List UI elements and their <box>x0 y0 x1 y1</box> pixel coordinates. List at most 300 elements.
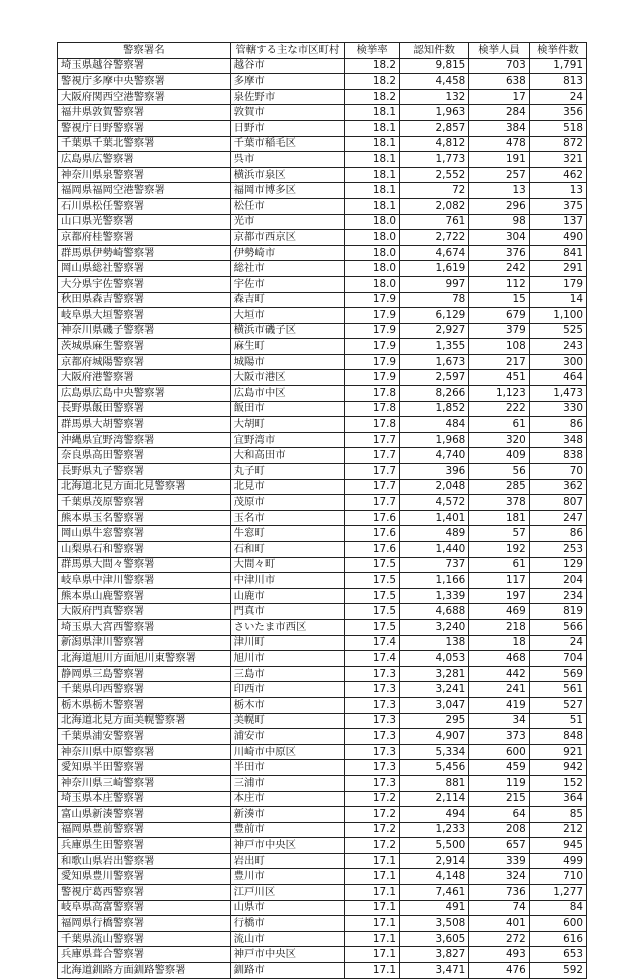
police-station-table <box>57 42 587 979</box>
cell-municipality: 呉市 <box>230 152 344 168</box>
cell-cleared-cases: 356 <box>529 105 586 121</box>
cell-recognized-cases: 1,233 <box>400 822 469 838</box>
cell-cleared-cases: 291 <box>529 261 586 277</box>
cell-station-name: 長野県飯田警察署 <box>58 401 231 417</box>
cell-recognized-cases: 396 <box>400 464 469 480</box>
cell-recognized-cases: 881 <box>400 775 469 791</box>
table-row <box>58 666 587 682</box>
cell-cleared-cases: 243 <box>529 339 586 355</box>
cell-station-name: 神奈川県中原警察署 <box>58 744 231 760</box>
cell-station-name: 愛知県豊川警察署 <box>58 869 231 885</box>
cell-municipality: 大垣市 <box>230 308 344 324</box>
table-row <box>58 900 587 916</box>
cell-station-name: 福岡県福岡空港警察署 <box>58 183 231 199</box>
cell-municipality: 行橋市 <box>230 916 344 932</box>
cell-station-name: 京都府桂警察署 <box>58 230 231 246</box>
cell-cleared-cases: 841 <box>529 245 586 261</box>
cell-clearance-rate: 18.1 <box>345 105 400 121</box>
cell-cleared-cases: 1,791 <box>529 58 586 74</box>
cell-arrested-persons: 181 <box>469 510 529 526</box>
cell-station-name: 大阪府門真警察署 <box>58 604 231 620</box>
cell-station-name: 北海道北見方面美幌警察署 <box>58 713 231 729</box>
cell-recognized-cases: 3,281 <box>400 666 469 682</box>
cell-clearance-rate: 17.1 <box>345 885 400 901</box>
cell-cleared-cases: 321 <box>529 152 586 168</box>
cell-cleared-cases: 872 <box>529 136 586 152</box>
cell-arrested-persons: 442 <box>469 666 529 682</box>
cell-arrested-persons: 64 <box>469 807 529 823</box>
cell-arrested-persons: 242 <box>469 261 529 277</box>
cell-arrested-persons: 451 <box>469 370 529 386</box>
cell-municipality: 松任市 <box>230 198 344 214</box>
cell-recognized-cases: 5,456 <box>400 760 469 776</box>
cell-arrested-persons: 17 <box>469 89 529 105</box>
cell-station-name: 大分県宇佐警察署 <box>58 276 231 292</box>
cell-arrested-persons: 74 <box>469 900 529 916</box>
cell-arrested-persons: 320 <box>469 432 529 448</box>
cell-cleared-cases: 24 <box>529 635 586 651</box>
table-row <box>58 276 587 292</box>
cell-municipality: 広島市中区 <box>230 386 344 402</box>
cell-recognized-cases: 491 <box>400 900 469 916</box>
cell-station-name: 千葉県印西警察署 <box>58 682 231 698</box>
table-row <box>58 807 587 823</box>
cell-recognized-cases: 1,773 <box>400 152 469 168</box>
cell-clearance-rate: 17.3 <box>345 697 400 713</box>
cell-station-name: 熊本県玉名警察署 <box>58 510 231 526</box>
cell-clearance-rate: 17.5 <box>345 588 400 604</box>
cell-municipality: 光市 <box>230 214 344 230</box>
cell-station-name: 岐阜県高富警察署 <box>58 900 231 916</box>
cell-arrested-persons: 296 <box>469 198 529 214</box>
table-row <box>58 838 587 854</box>
cell-station-name: 警視庁葛西警察署 <box>58 885 231 901</box>
cell-arrested-persons: 459 <box>469 760 529 776</box>
cell-recognized-cases: 6,129 <box>400 308 469 324</box>
cell-municipality: 京都市西京区 <box>230 230 344 246</box>
cell-clearance-rate: 18.0 <box>345 245 400 261</box>
cell-station-name: 長野県丸子警察署 <box>58 464 231 480</box>
cell-cleared-cases: 212 <box>529 822 586 838</box>
cell-arrested-persons: 117 <box>469 573 529 589</box>
table-row <box>58 105 587 121</box>
cell-arrested-persons: 56 <box>469 464 529 480</box>
cell-clearance-rate: 17.5 <box>345 619 400 635</box>
cell-recognized-cases: 4,458 <box>400 74 469 90</box>
cell-arrested-persons: 119 <box>469 775 529 791</box>
table-row <box>58 869 587 885</box>
cell-arrested-persons: 478 <box>469 136 529 152</box>
cell-municipality: 江戸川区 <box>230 885 344 901</box>
table-body <box>58 58 587 978</box>
cell-arrested-persons: 493 <box>469 947 529 963</box>
cell-clearance-rate: 17.7 <box>345 448 400 464</box>
cell-municipality: 牛窓町 <box>230 526 344 542</box>
cell-cleared-cases: 704 <box>529 651 586 667</box>
cell-cleared-cases: 137 <box>529 214 586 230</box>
cell-cleared-cases: 518 <box>529 120 586 136</box>
cell-cleared-cases: 561 <box>529 682 586 698</box>
cell-arrested-persons: 373 <box>469 729 529 745</box>
cell-arrested-persons: 1,123 <box>469 386 529 402</box>
table-row <box>58 448 587 464</box>
header-cleared-cases: 検挙件数 <box>529 43 586 59</box>
cell-recognized-cases: 2,597 <box>400 370 469 386</box>
cell-recognized-cases: 4,812 <box>400 136 469 152</box>
table-row <box>58 744 587 760</box>
cell-cleared-cases: 566 <box>529 619 586 635</box>
header-station-name: 警察署名 <box>58 43 231 59</box>
cell-municipality: 茂原市 <box>230 495 344 511</box>
cell-recognized-cases: 72 <box>400 183 469 199</box>
cell-clearance-rate: 17.2 <box>345 791 400 807</box>
cell-recognized-cases: 78 <box>400 292 469 308</box>
cell-clearance-rate: 18.1 <box>345 167 400 183</box>
cell-clearance-rate: 17.5 <box>345 604 400 620</box>
cell-clearance-rate: 17.6 <box>345 526 400 542</box>
cell-recognized-cases: 8,266 <box>400 386 469 402</box>
cell-recognized-cases: 2,722 <box>400 230 469 246</box>
cell-cleared-cases: 204 <box>529 573 586 589</box>
table-row <box>58 479 587 495</box>
cell-municipality: 三島市 <box>230 666 344 682</box>
table-row <box>58 58 587 74</box>
cell-arrested-persons: 18 <box>469 635 529 651</box>
cell-station-name: 埼玉県大宮西警察署 <box>58 619 231 635</box>
cell-clearance-rate: 17.1 <box>345 947 400 963</box>
cell-arrested-persons: 15 <box>469 292 529 308</box>
cell-arrested-persons: 108 <box>469 339 529 355</box>
cell-municipality: 石和町 <box>230 542 344 558</box>
cell-municipality: 新湊市 <box>230 807 344 823</box>
table-row <box>58 230 587 246</box>
table-row <box>58 74 587 90</box>
cell-clearance-rate: 18.1 <box>345 120 400 136</box>
cell-station-name: 千葉県千葉北警察署 <box>58 136 231 152</box>
cell-municipality: 美幌町 <box>230 713 344 729</box>
header-row <box>58 43 587 59</box>
cell-station-name: 埼玉県本庄警察署 <box>58 791 231 807</box>
cell-arrested-persons: 736 <box>469 885 529 901</box>
cell-clearance-rate: 17.1 <box>345 931 400 947</box>
cell-clearance-rate: 17.1 <box>345 900 400 916</box>
cell-arrested-persons: 638 <box>469 74 529 90</box>
cell-recognized-cases: 1,963 <box>400 105 469 121</box>
cell-municipality: 多摩市 <box>230 74 344 90</box>
cell-clearance-rate: 17.4 <box>345 635 400 651</box>
cell-municipality: 川崎市中原区 <box>230 744 344 760</box>
table-row <box>58 261 587 277</box>
cell-cleared-cases: 942 <box>529 760 586 776</box>
cell-clearance-rate: 17.7 <box>345 464 400 480</box>
cell-station-name: 岐阜県中津川警察署 <box>58 573 231 589</box>
cell-station-name: 神奈川県三崎警察署 <box>58 775 231 791</box>
cell-cleared-cases: 525 <box>529 323 586 339</box>
cell-recognized-cases: 7,461 <box>400 885 469 901</box>
cell-municipality: 玉名市 <box>230 510 344 526</box>
table-row <box>58 432 587 448</box>
cell-recognized-cases: 3,047 <box>400 697 469 713</box>
table-row <box>58 791 587 807</box>
cell-recognized-cases: 3,508 <box>400 916 469 932</box>
table-row <box>58 120 587 136</box>
table-row <box>58 167 587 183</box>
cell-municipality: 神戸市中央区 <box>230 947 344 963</box>
cell-municipality: 豊前市 <box>230 822 344 838</box>
cell-station-name: 山梨県石和警察署 <box>58 542 231 558</box>
cell-recognized-cases: 2,857 <box>400 120 469 136</box>
table-row <box>58 245 587 261</box>
cell-arrested-persons: 61 <box>469 417 529 433</box>
cell-municipality: 浦安市 <box>230 729 344 745</box>
cell-arrested-persons: 57 <box>469 526 529 542</box>
cell-cleared-cases: 364 <box>529 791 586 807</box>
table-row <box>58 619 587 635</box>
header-arrested-persons: 検挙人員 <box>469 43 529 59</box>
cell-cleared-cases: 362 <box>529 479 586 495</box>
cell-recognized-cases: 2,114 <box>400 791 469 807</box>
table-row <box>58 495 587 511</box>
cell-recognized-cases: 1,440 <box>400 542 469 558</box>
cell-clearance-rate: 17.9 <box>345 354 400 370</box>
cell-arrested-persons: 257 <box>469 167 529 183</box>
cell-recognized-cases: 4,572 <box>400 495 469 511</box>
cell-cleared-cases: 848 <box>529 729 586 745</box>
cell-arrested-persons: 13 <box>469 183 529 199</box>
cell-arrested-persons: 379 <box>469 323 529 339</box>
cell-clearance-rate: 17.3 <box>345 744 400 760</box>
cell-recognized-cases: 4,688 <box>400 604 469 620</box>
cell-municipality: 栃木市 <box>230 697 344 713</box>
cell-station-name: 群馬県大間々警察署 <box>58 557 231 573</box>
cell-recognized-cases: 4,674 <box>400 245 469 261</box>
cell-cleared-cases: 653 <box>529 947 586 963</box>
cell-municipality: 山県市 <box>230 900 344 916</box>
table-row <box>58 931 587 947</box>
cell-cleared-cases: 499 <box>529 853 586 869</box>
cell-arrested-persons: 222 <box>469 401 529 417</box>
cell-station-name: 千葉県茂原警察署 <box>58 495 231 511</box>
cell-arrested-persons: 241 <box>469 682 529 698</box>
cell-recognized-cases: 4,740 <box>400 448 469 464</box>
cell-clearance-rate: 17.5 <box>345 573 400 589</box>
cell-arrested-persons: 703 <box>469 58 529 74</box>
cell-cleared-cases: 1,473 <box>529 386 586 402</box>
cell-station-name: 岡山県牛窓警察署 <box>58 526 231 542</box>
cell-recognized-cases: 4,148 <box>400 869 469 885</box>
cell-clearance-rate: 17.9 <box>345 292 400 308</box>
cell-cleared-cases: 152 <box>529 775 586 791</box>
cell-recognized-cases: 494 <box>400 807 469 823</box>
cell-clearance-rate: 17.9 <box>345 308 400 324</box>
cell-cleared-cases: 464 <box>529 370 586 386</box>
cell-clearance-rate: 17.2 <box>345 838 400 854</box>
cell-cleared-cases: 600 <box>529 916 586 932</box>
cell-municipality: 千葉市稲毛区 <box>230 136 344 152</box>
cell-recognized-cases: 3,605 <box>400 931 469 947</box>
table-row <box>58 417 587 433</box>
cell-station-name: 広島県広島中央警察署 <box>58 386 231 402</box>
cell-clearance-rate: 17.7 <box>345 479 400 495</box>
cell-municipality: 門真市 <box>230 604 344 620</box>
cell-cleared-cases: 13 <box>529 183 586 199</box>
cell-cleared-cases: 330 <box>529 401 586 417</box>
cell-recognized-cases: 3,241 <box>400 682 469 698</box>
cell-station-name: 千葉県浦安警察署 <box>58 729 231 745</box>
cell-cleared-cases: 70 <box>529 464 586 480</box>
cell-municipality: 森吉町 <box>230 292 344 308</box>
cell-station-name: 岡山県総社警察署 <box>58 261 231 277</box>
cell-clearance-rate: 17.3 <box>345 775 400 791</box>
cell-clearance-rate: 18.2 <box>345 89 400 105</box>
table-row <box>58 963 587 979</box>
cell-station-name: 熊本県山鹿警察署 <box>58 588 231 604</box>
cell-clearance-rate: 18.0 <box>345 214 400 230</box>
cell-recognized-cases: 2,914 <box>400 853 469 869</box>
cell-municipality: 豊川市 <box>230 869 344 885</box>
table-row <box>58 713 587 729</box>
cell-recognized-cases: 2,927 <box>400 323 469 339</box>
cell-recognized-cases: 761 <box>400 214 469 230</box>
cell-station-name: 警視庁日野警察署 <box>58 120 231 136</box>
cell-arrested-persons: 61 <box>469 557 529 573</box>
cell-municipality: 丸子町 <box>230 464 344 480</box>
cell-station-name: 茨城県麻生警察署 <box>58 339 231 355</box>
cell-recognized-cases: 3,471 <box>400 963 469 979</box>
cell-municipality: 伊勢崎市 <box>230 245 344 261</box>
cell-arrested-persons: 34 <box>469 713 529 729</box>
cell-recognized-cases: 5,500 <box>400 838 469 854</box>
header-recognized-cases: 認知件数 <box>400 43 469 59</box>
cell-recognized-cases: 1,619 <box>400 261 469 277</box>
cell-clearance-rate: 17.2 <box>345 807 400 823</box>
cell-recognized-cases: 484 <box>400 417 469 433</box>
table-row <box>58 604 587 620</box>
table-row <box>58 386 587 402</box>
cell-arrested-persons: 112 <box>469 276 529 292</box>
cell-arrested-persons: 339 <box>469 853 529 869</box>
cell-municipality: 釧路市 <box>230 963 344 979</box>
cell-clearance-rate: 18.1 <box>345 198 400 214</box>
cell-clearance-rate: 18.0 <box>345 230 400 246</box>
table-row <box>58 308 587 324</box>
cell-clearance-rate: 17.8 <box>345 401 400 417</box>
cell-recognized-cases: 9,815 <box>400 58 469 74</box>
cell-municipality: 飯田市 <box>230 401 344 417</box>
cell-arrested-persons: 468 <box>469 651 529 667</box>
cell-municipality: 宇佐市 <box>230 276 344 292</box>
cell-recognized-cases: 1,673 <box>400 354 469 370</box>
cell-cleared-cases: 592 <box>529 963 586 979</box>
cell-municipality: 越谷市 <box>230 58 344 74</box>
cell-arrested-persons: 272 <box>469 931 529 947</box>
cell-station-name: 栃木県栃木警察署 <box>58 697 231 713</box>
cell-station-name: 大阪府関西空港警察署 <box>58 89 231 105</box>
cell-municipality: 総社市 <box>230 261 344 277</box>
cell-municipality: 城陽市 <box>230 354 344 370</box>
cell-clearance-rate: 17.6 <box>345 542 400 558</box>
cell-station-name: 新潟県津川警察署 <box>58 635 231 651</box>
cell-clearance-rate: 17.3 <box>345 713 400 729</box>
cell-clearance-rate: 18.0 <box>345 276 400 292</box>
cell-station-name: 広島県広警察署 <box>58 152 231 168</box>
cell-cleared-cases: 348 <box>529 432 586 448</box>
cell-arrested-persons: 384 <box>469 120 529 136</box>
cell-station-name: 群馬県伊勢崎警察署 <box>58 245 231 261</box>
cell-cleared-cases: 490 <box>529 230 586 246</box>
cell-recognized-cases: 1,968 <box>400 432 469 448</box>
table-row <box>58 339 587 355</box>
table-row <box>58 885 587 901</box>
cell-cleared-cases: 838 <box>529 448 586 464</box>
table-row <box>58 916 587 932</box>
cell-cleared-cases: 945 <box>529 838 586 854</box>
cell-station-name: 群馬県大胡警察署 <box>58 417 231 433</box>
cell-station-name: 福岡県行橋警察署 <box>58 916 231 932</box>
cell-station-name: 埼玉県越谷警察署 <box>58 58 231 74</box>
cell-municipality: 大和高田市 <box>230 448 344 464</box>
table-row <box>58 635 587 651</box>
cell-arrested-persons: 600 <box>469 744 529 760</box>
cell-clearance-rate: 17.5 <box>345 557 400 573</box>
cell-station-name: 北海道旭川方面旭川東警察署 <box>58 651 231 667</box>
cell-cleared-cases: 24 <box>529 89 586 105</box>
cell-arrested-persons: 304 <box>469 230 529 246</box>
cell-recognized-cases: 4,053 <box>400 651 469 667</box>
cell-cleared-cases: 129 <box>529 557 586 573</box>
cell-cleared-cases: 86 <box>529 417 586 433</box>
cell-cleared-cases: 85 <box>529 807 586 823</box>
cell-municipality: さいたま市西区 <box>230 619 344 635</box>
cell-arrested-persons: 679 <box>469 308 529 324</box>
header-clearance-rate: 検挙率 <box>345 43 400 59</box>
cell-arrested-persons: 476 <box>469 963 529 979</box>
table-row <box>58 760 587 776</box>
cell-cleared-cases: 86 <box>529 526 586 542</box>
cell-station-name: 山口県光警察署 <box>58 214 231 230</box>
cell-recognized-cases: 3,827 <box>400 947 469 963</box>
cell-station-name: 北海道北見方面北見警察署 <box>58 479 231 495</box>
cell-recognized-cases: 1,852 <box>400 401 469 417</box>
cell-clearance-rate: 18.2 <box>345 74 400 90</box>
cell-municipality: 麻生町 <box>230 339 344 355</box>
cell-cleared-cases: 921 <box>529 744 586 760</box>
table-row <box>58 526 587 542</box>
cell-cleared-cases: 84 <box>529 900 586 916</box>
cell-cleared-cases: 179 <box>529 276 586 292</box>
table-row <box>58 401 587 417</box>
cell-cleared-cases: 813 <box>529 74 586 90</box>
cell-cleared-cases: 247 <box>529 510 586 526</box>
cell-municipality: 横浜市磯子区 <box>230 323 344 339</box>
cell-municipality: 印西市 <box>230 682 344 698</box>
header-municipality: 管轄する主な市区町村 <box>230 43 344 59</box>
cell-municipality: 大間々町 <box>230 557 344 573</box>
cell-station-name: 福井県敦賀警察署 <box>58 105 231 121</box>
table-row <box>58 853 587 869</box>
table-row <box>58 323 587 339</box>
cell-recognized-cases: 1,401 <box>400 510 469 526</box>
cell-municipality: 大胡町 <box>230 417 344 433</box>
cell-arrested-persons: 217 <box>469 354 529 370</box>
table-row <box>58 682 587 698</box>
cell-arrested-persons: 376 <box>469 245 529 261</box>
cell-arrested-persons: 192 <box>469 542 529 558</box>
cell-station-name: 福岡県豊前警察署 <box>58 822 231 838</box>
cell-recognized-cases: 5,334 <box>400 744 469 760</box>
cell-clearance-rate: 17.9 <box>345 323 400 339</box>
cell-recognized-cases: 2,048 <box>400 479 469 495</box>
